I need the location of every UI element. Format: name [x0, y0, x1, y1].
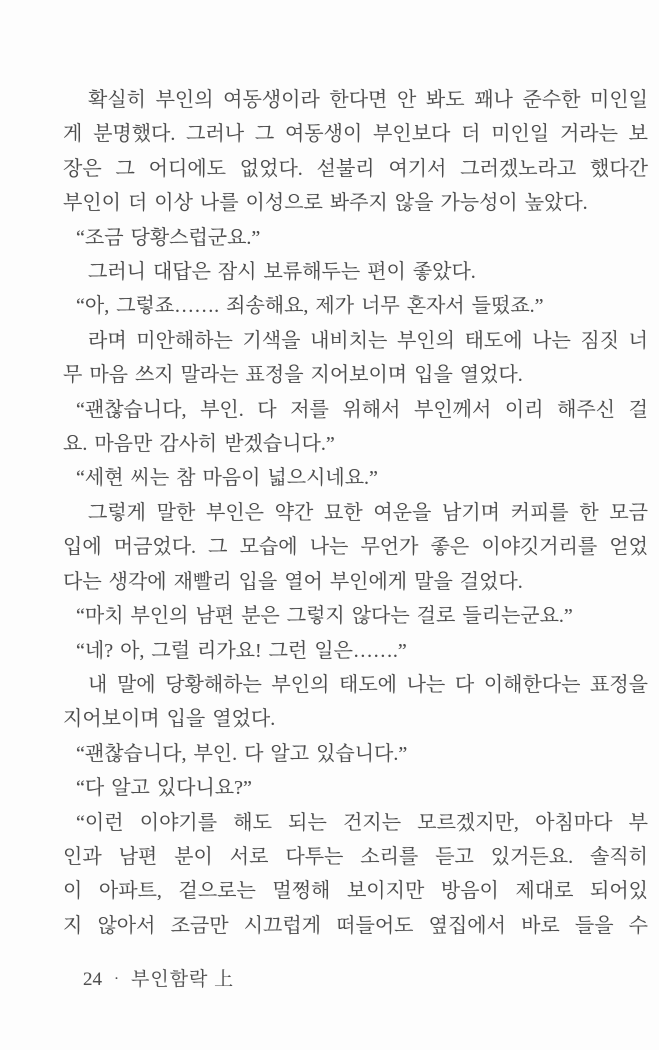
text-line: 장은 그 어디에도 없었다. 섣불리 여기서 그러겠노라고 했다간 — [63, 157, 648, 180]
text-line: 입에 머금었다. 그 모습에 나는 무언가 좋은 이야깃거리를 얻었 — [63, 536, 648, 559]
text-line: “이런 이야기를 해도 되는 건지는 모르겠지만, 아침마다 부 — [76, 811, 648, 834]
footer-separator-dot: · — [114, 971, 119, 987]
body-text — [63, 83, 648, 943]
text-line: “마치 부인의 남편 분은 그렇지 않다는 걸로 들리는군요.” — [76, 605, 573, 628]
text-line: 그러니 대답은 잠시 보류해두는 편이 좋았다. — [88, 261, 476, 284]
text-line: 게 분명했다. 그러나 그 여동생이 부인보다 더 미인일 거라는 보 — [63, 123, 648, 146]
text-line: “괜찮습니다, 부인. 다 저를 위해서 부인께서 이리 해주신 걸 — [76, 398, 648, 421]
text-line: “괜찮습니다, 부인. 다 알고 있습니다.” — [76, 742, 408, 765]
text-line: 라며 미안해하는 기색을 내비치는 부인의 태도에 나는 짐짓 너 — [88, 329, 648, 352]
text-line: “다 알고 있다니요?” — [76, 777, 252, 800]
text-line: 부인이 더 이상 나를 이성으로 봐주지 않을 가능성이 높았다. — [63, 192, 588, 215]
text-line: “아, 그렇죠……. 죄송해요, 제가 너무 혼자서 들떴죠.” — [76, 295, 544, 318]
text-line: 그렇게 말한 부인은 약간 묘한 여운을 남기며 커피를 한 모금 — [88, 501, 648, 524]
text-line: 다는 생각에 재빨리 입을 열어 부인에게 말을 걸었다. — [63, 570, 523, 593]
text-line: 내 말에 당황해하는 부인의 태도에 나는 다 이해한다는 표정을 — [88, 673, 648, 696]
text-line: 인과 남편 분이 서로 다투는 소리를 듣고 있거든요. 솔직히 — [63, 845, 648, 868]
text-line: “세현 씨는 참 마음이 넓으시네요.” — [76, 467, 378, 490]
book-title: 부인함락 上 — [131, 969, 235, 990]
text-line: 지어보이며 입을 열었다. — [63, 708, 276, 731]
text-line: 무 마음 쓰지 말라는 표정을 지어보이며 입을 열었다. — [63, 364, 523, 387]
text-line: “네? 아, 그럴 리가요! 그런 일은…….” — [76, 639, 407, 662]
page-footer — [83, 967, 234, 993]
text-line: 지 않아서 조금만 시끄럽게 떠들어도 옆집에서 바로 들을 수 — [63, 914, 648, 937]
text-line: 확실히 부인의 여동생이라 한다면 안 봐도 꽤나 준수한 미인일 — [88, 89, 648, 111]
text-line: 이 아파트, 겉으로는 멀쩡해 보이지만 방음이 제대로 되어있 — [63, 880, 648, 903]
text-line: “조금 당황스럽군요.” — [76, 226, 261, 249]
text-line: 요. 마음만 감사히 받겠습니다.” — [63, 433, 335, 456]
page-number: 24 — [83, 969, 102, 990]
